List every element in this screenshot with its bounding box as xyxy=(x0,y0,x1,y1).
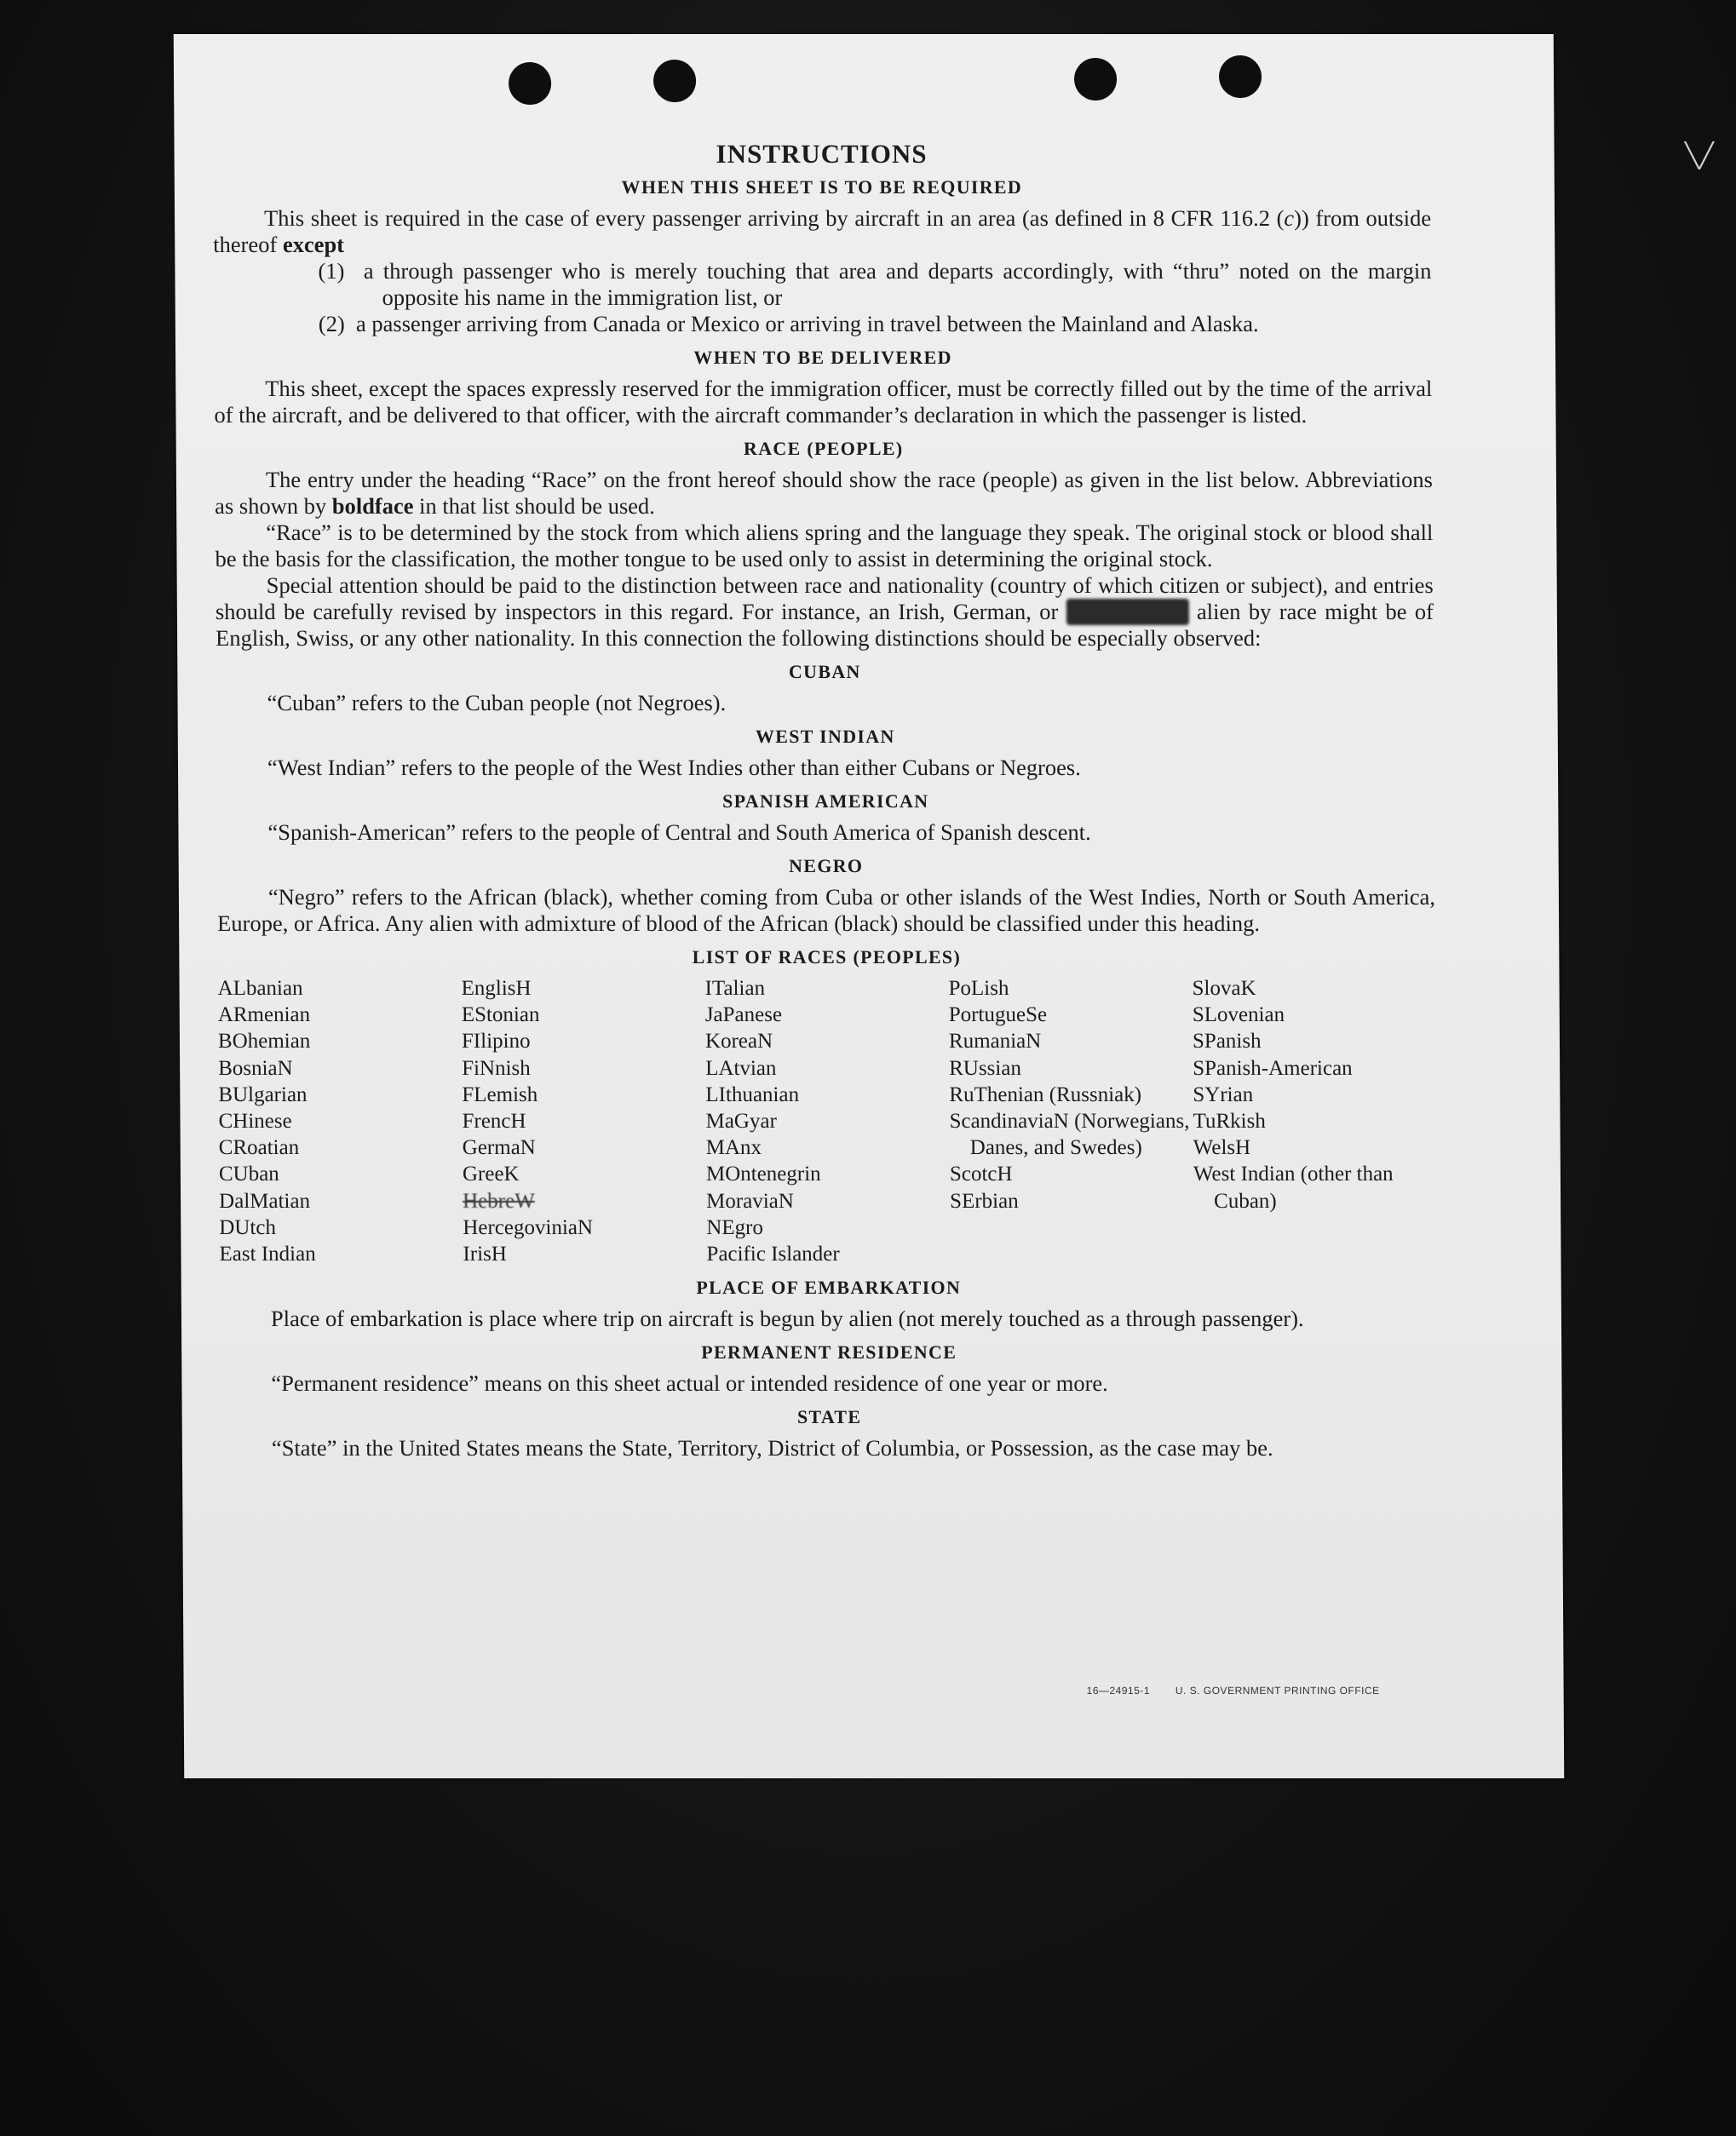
when-delivered-text: This sheet, except the spaces expressly reserved for the immigration officer, must be correctly filled out by the time of the arrival of the aircraft, and be delivered to that officer, with the aircraft commander’s declaration in which the passenger is listed. xyxy=(214,376,1433,428)
spanish-american-text: “Spanish-American” refers to the people of Central and South America of Spanish descent. xyxy=(267,819,1091,845)
race-entry: GreeK xyxy=(462,1163,520,1186)
heading-when-delivered: WHEN TO BE DELIVERED xyxy=(693,347,952,368)
document-page xyxy=(174,34,1565,1778)
instructions-body xyxy=(213,141,1439,1461)
race-entry: SPanish xyxy=(1192,1030,1262,1054)
race-entry: HercegoviniaN xyxy=(463,1215,594,1239)
races-column-3 xyxy=(704,975,950,1267)
west-indian-text: “West Indian” refers to the people of the West Indies other than either Cubans or Negroes. xyxy=(267,755,1081,780)
heading-west-indian: WEST INDIAN xyxy=(755,726,895,747)
race-entry: TuRkish xyxy=(1193,1110,1266,1134)
race-p3-text: Special attention should be paid to the distinction between race and nationality (country of which citizen or subject), and entries should be carefully revised by inspectors in this regard. For instance, an Irish, German, or xyxy=(215,572,1434,624)
race-entry: PoLish xyxy=(948,977,1009,1000)
page-title: INSTRUCTIONS xyxy=(716,139,928,169)
negro-text: “Negro” refers to the African (black), whether coming from Cuba or other islands of the West Indies, North or South America, Europe, or Africa. Any alien with admixture of blood of the African (black) should be classified under this heading. xyxy=(217,884,1436,936)
race-entry: DUtch xyxy=(219,1215,277,1239)
item-text: a through passenger who is merely touching that area and departs accordingly, with “thru” noted on the margin opposite his name in the immigration list, or xyxy=(363,258,1432,310)
race-entry: East Indian xyxy=(219,1243,316,1266)
race-entry: West Indian (other than Cuban) xyxy=(1193,1163,1394,1213)
race-paragraph-2: “Race” is to be determined by the stock from which aliens spring and the language they speak. The original stock or blood shall be the basis for the classification, the mother tongue to be used only to assist in determining the original stock. xyxy=(215,520,1434,571)
race-entry: RuThenian (Russniak) xyxy=(949,1082,1142,1106)
race-entry: GermaN xyxy=(462,1136,536,1160)
scan-artifact: ╲╱ xyxy=(1685,141,1714,169)
heading-negro: NEGRO xyxy=(789,855,864,876)
item-number: (2) xyxy=(318,311,345,336)
race-entry: Pacific Islander xyxy=(706,1243,840,1266)
race-entry: CHinese xyxy=(218,1110,292,1134)
race-entry: BOhemian xyxy=(217,1030,311,1054)
race-p3-text-2: alien by race might be of English, Swiss, or any other nationality. In this connection the following distinctions should be especially observed: xyxy=(215,599,1434,651)
race-paragraph-1 xyxy=(215,467,1433,520)
race-p1-bold: boldface xyxy=(331,493,414,519)
intro-italic: c xyxy=(1284,205,1295,231)
race-entry: RumaniaN xyxy=(948,1030,1042,1054)
race-entry: SPanish-American xyxy=(1193,1056,1353,1080)
race-entry: CRoatian xyxy=(218,1136,300,1160)
heading-cuban: CUBAN xyxy=(788,661,861,682)
redacted-word: Hebrew xyxy=(1066,599,1189,625)
races-column-1 xyxy=(217,975,463,1267)
race-p1-text-2: in that list should be used. xyxy=(413,493,655,519)
race-entry: FIlipino xyxy=(461,1030,531,1054)
race-entry: ScotcH xyxy=(949,1163,1013,1186)
race-entry: MOntenegrin xyxy=(705,1163,821,1186)
race-entry: IrisH xyxy=(463,1243,507,1266)
race-entry: SErbian xyxy=(950,1189,1019,1213)
race-entry-struck: HebreW xyxy=(463,1189,535,1213)
race-entry: FrencH xyxy=(462,1110,526,1134)
race-entry: LIthuanian xyxy=(705,1082,800,1106)
punch-hole xyxy=(653,60,696,102)
race-entry: CUban xyxy=(218,1163,279,1186)
form-footer xyxy=(1087,1685,1402,1697)
race-entry: BosniaN xyxy=(218,1056,293,1080)
race-entry: MAnx xyxy=(705,1136,762,1160)
race-entry: KoreaN xyxy=(704,1030,773,1054)
race-entry: ARmenian xyxy=(217,1003,311,1027)
punch-hole xyxy=(1219,55,1262,98)
form-number: 16—24915-1 xyxy=(1086,1685,1151,1697)
race-entry: SlovaK xyxy=(1192,977,1256,1000)
printer-imprint: U. S. GOVERNMENT PRINTING OFFICE xyxy=(1175,1685,1380,1697)
heading-embarkation: PLACE OF EMBARKATION xyxy=(696,1277,962,1299)
race-entry: DalMatian xyxy=(219,1189,311,1213)
heading-race: RACE (PEOPLE) xyxy=(743,438,904,459)
race-p1-text: The entry under the heading “Race” on the front hereof should show the race (people) as given in the list below. Abbreviations as shown by xyxy=(215,467,1434,519)
race-entry: RUssian xyxy=(949,1056,1021,1080)
race-entry: SLovenian xyxy=(1192,1003,1285,1027)
race-entry: JaPanese xyxy=(704,1003,783,1027)
race-entry: NEgro xyxy=(706,1215,764,1239)
heading-when-required: WHEN THIS SHEET IS TO BE REQUIRED xyxy=(621,176,1023,198)
race-entry: ScandinaviaN (Norwegians, Danes, and Swedes) xyxy=(949,1110,1190,1160)
heading-list-of-races: LIST OF RACES (PEOPLES) xyxy=(692,946,962,968)
race-entry: ALbanian xyxy=(217,977,303,1000)
exception-item-2 xyxy=(214,311,1432,337)
intro-except: except xyxy=(282,232,345,257)
race-entry: BUlgarian xyxy=(218,1082,308,1106)
cuban-text: “Cuban” refers to the Cuban people (not Negroes). xyxy=(267,690,727,715)
when-required-intro xyxy=(213,205,1431,258)
punch-hole xyxy=(1074,58,1117,100)
race-entry: LAtvian xyxy=(705,1056,777,1080)
races-column-5 xyxy=(1192,975,1437,1267)
item-text: a passenger arriving from Canada or Mexico or arriving in travel between the Mainland and Alaska. xyxy=(355,311,1259,336)
race-entry: PortugueSe xyxy=(948,1003,1048,1027)
intro-text: This sheet is required in the case of every passenger arriving by aircraft in an area (as defined in 8 CFR 116.2 ( xyxy=(263,205,1285,231)
state-text: “State” in the United States means the State, Territory, District of Columbia, or Possession, as the case may be. xyxy=(271,1435,1273,1461)
race-entry: EStonian xyxy=(461,1003,540,1027)
item-number: (1) xyxy=(318,258,345,284)
race-entry: SYrian xyxy=(1193,1082,1254,1106)
race-entry: EnglisH xyxy=(461,977,532,1000)
race-entry: MaGyar xyxy=(705,1110,777,1134)
punch-hole xyxy=(509,62,551,105)
race-paragraph-3 xyxy=(216,572,1434,652)
race-entry: MoraviaN xyxy=(706,1189,794,1213)
race-entry: ITalian xyxy=(704,977,766,1000)
races-list xyxy=(217,975,1437,1267)
embarkation-text: Place of embarkation is place where trip on aircraft is begun by alien (not merely touched as a through passenger). xyxy=(270,1306,1304,1332)
race-entry: FiNnish xyxy=(462,1056,531,1080)
heading-state: STATE xyxy=(796,1406,862,1428)
race-entry: WelsH xyxy=(1193,1136,1251,1160)
races-column-4 xyxy=(948,975,1193,1267)
races-column-2 xyxy=(461,975,706,1267)
race-entry: FLemish xyxy=(462,1082,538,1106)
exception-item-1 xyxy=(213,258,1431,311)
heading-spanish-american: SPANISH AMERICAN xyxy=(722,790,929,812)
intro-text-2: )) from outside thereof xyxy=(213,205,1432,257)
heading-residence: PERMANENT RESIDENCE xyxy=(701,1341,957,1364)
residence-text: “Permanent residence” means on this sheet actual or intended residence of one year or more. xyxy=(271,1370,1108,1397)
